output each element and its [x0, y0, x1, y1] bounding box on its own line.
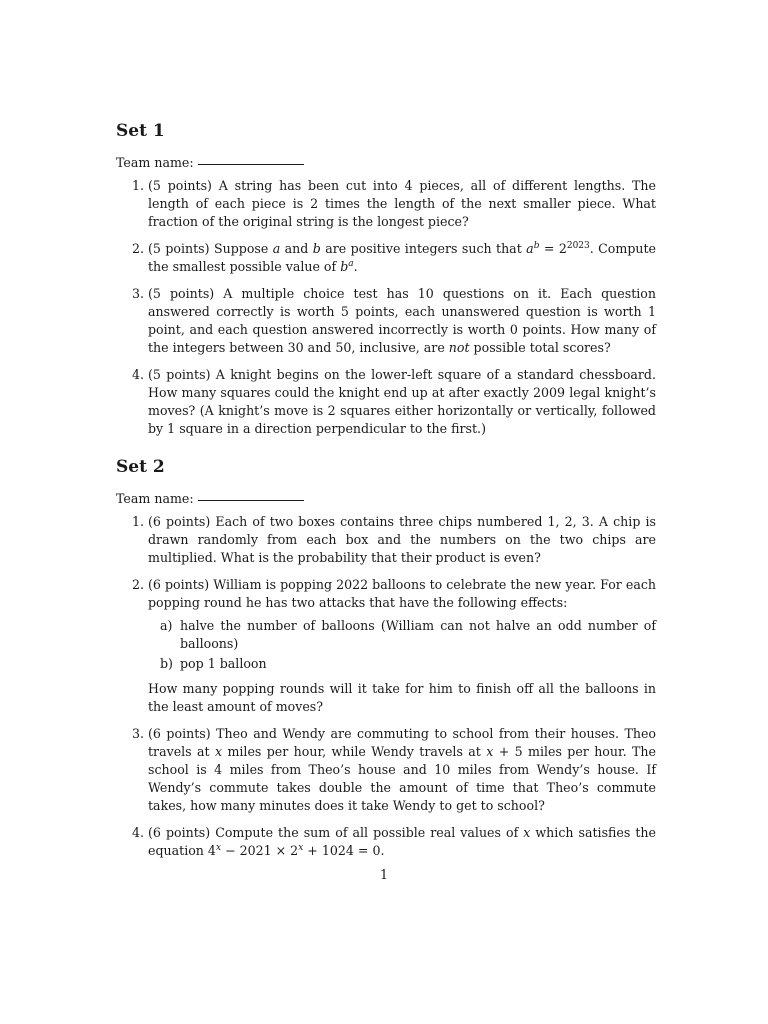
problem-text: (6 points) William is popping 2022 balloons to celebrate the new year. For each popping round he has two attacks that have the following effects:	[148, 577, 656, 610]
problem-number: 3.	[132, 726, 145, 741]
problem-text: (5 points) A multiple choice test has 10 questions on it. Each question answered correctly is worth 5 points, each unanswered question is worth 1 point, and each question answered incorrectly is worth 0 points. How many of the integers between 30 and 50, inclusive, are not possible total scores?	[148, 286, 656, 355]
problem-number: 4.	[132, 825, 145, 840]
set1-title: Set 1	[116, 121, 165, 141]
option-b: b) pop 1 balloon	[160, 656, 267, 671]
problem-text: (6 points) Compute the sum of all possible real values of x which satisfies the equation $4^x - 2021 \times 2^x + 1024 = 0$.	[148, 825, 656, 858]
problem-text: (5 points) A knight begins on the lower-left square of a standard chessboard. How many squares could the knight end up at after exactly 2009 legal knight’s moves? (A knight’s move is 2 squares either horizontally or vertically, followed by 1 square in a direction perpendicular to the first.)	[148, 367, 656, 436]
set1-team-name	[116, 154, 304, 172]
problem-number: 1.	[132, 514, 145, 529]
team-name-blank	[198, 500, 304, 501]
problem-number: 3.	[132, 286, 145, 301]
set1-problem-3	[116, 285, 656, 357]
problem-text: (5 points) Suppose a and b are positive integers such that $a^b = 2^{2023}$. Compute the smallest possible value of $b^a$.	[148, 241, 657, 274]
problem-number: 2.	[132, 241, 145, 256]
set2-problem-2	[116, 576, 656, 716]
set1-problem-2	[116, 240, 656, 276]
set2-problem-1	[116, 513, 656, 567]
problem-text: (6 points) Each of two boxes contains three chips numbered 1, 2, 3. A chip is drawn randomly from each box and the numbers on the two chips are multiplied. What is the probability that their product is even?	[148, 514, 656, 565]
option-a: a) halve the number of balloons (William can not halve an odd number of balloons)	[160, 618, 656, 651]
problem-followup-text: How many popping rounds will it take for him to finish off all the balloons in the least amount of moves?	[148, 681, 656, 714]
set1-problem-list	[116, 177, 656, 447]
problem-text: (6 points) Theo and Wendy are commuting to school from their houses. Theo travels at x miles per hour, while Wendy travels at x + 5 miles per hour. The school is 4 miles from Theo’s house and 10 miles from Wendy’s house. If Wendy’s commute takes double the amount of time that Theo’s commute takes, how many minutes does it take Wendy to get to school?	[148, 726, 656, 813]
set1-problem-1	[116, 177, 656, 231]
team-name-label: Team name:	[116, 155, 194, 170]
set2-problem-4	[116, 824, 656, 860]
page-number: 1	[379, 867, 388, 882]
team-name-blank	[198, 164, 304, 165]
set2-problem-3	[116, 725, 656, 815]
problem-number: 4.	[132, 367, 145, 382]
problem-number: 1.	[132, 178, 145, 193]
set2-problem-list	[116, 513, 656, 869]
set2-team-name	[116, 490, 304, 508]
team-name-label: Team name:	[116, 491, 194, 506]
set2-title: Set 2	[116, 457, 165, 477]
problem-number: 2.	[132, 577, 145, 592]
problem-text: (5 points) A string has been cut into 4 pieces, all of different lengths. The length of each piece is 2 times the length of the next smaller piece. What fraction of the original string is the longest piece?	[148, 178, 656, 229]
set1-problem-4	[116, 366, 656, 438]
